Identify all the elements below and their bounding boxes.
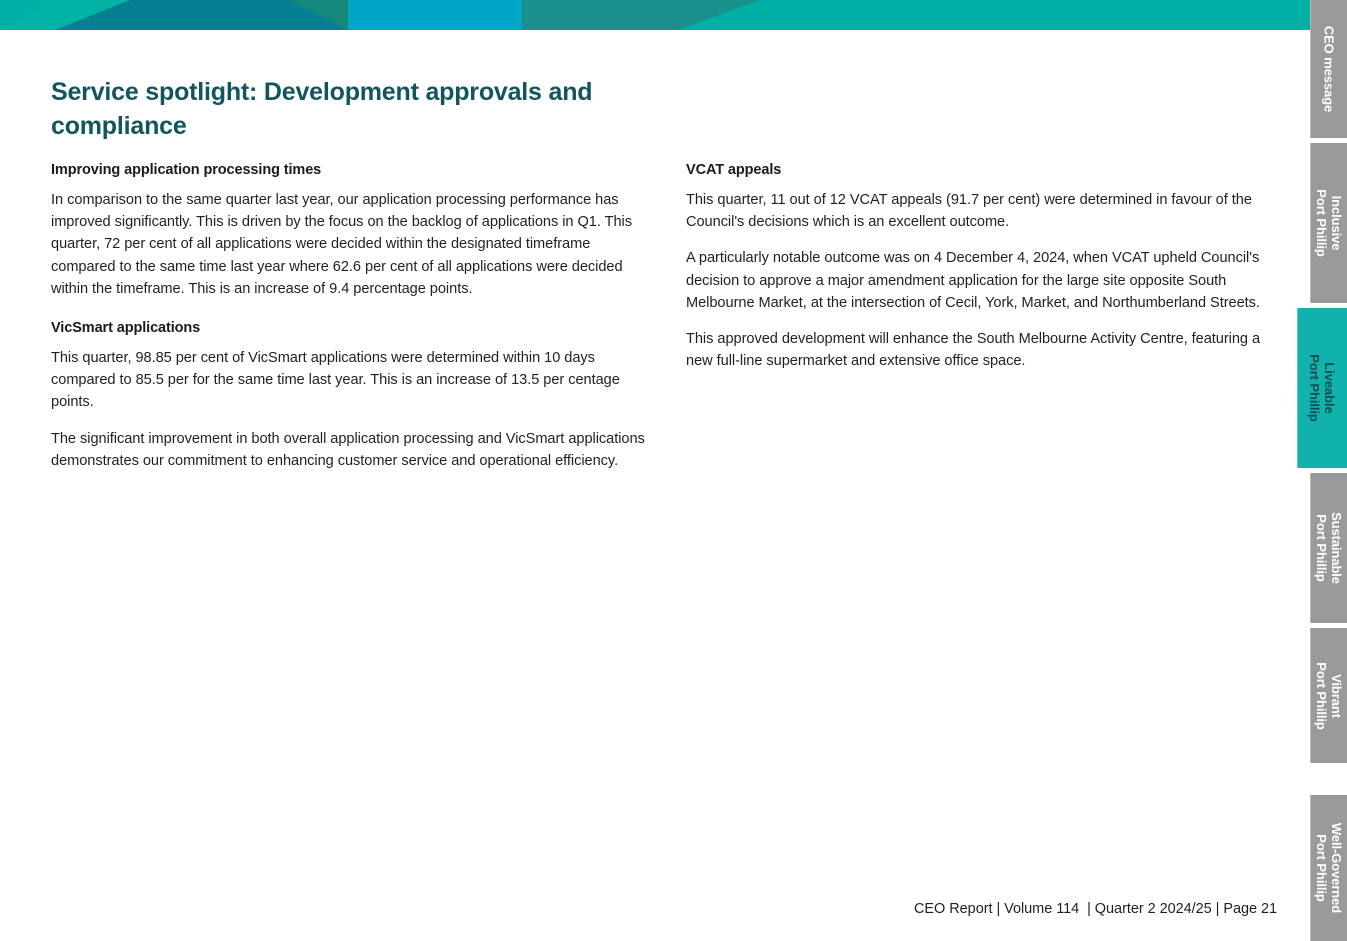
sidebar-tab-liveable-port-phillip[interactable] — [1297, 308, 1347, 468]
section-heading: VicSmart applications — [51, 320, 201, 337]
sidebar-tab-line1: CEO message — [1321, 25, 1336, 113]
right-column — [686, 160, 1278, 372]
paragraph: In comparison to the same quarter last year, our application processing performance has improved significantly. This is driven by the focus on the backlog of applications in Q1. This quarter, 72 per cent of all applications were decided within the designated timeframe compared to the same time last year where 62.6 per cent of all applications were decided within the timeframe. This is an increase of 9.4 percentage points. — [51, 192, 632, 297]
paragraph: The significant improvement in both overall application processing and VicSmart applications demonstrates our commitment to enhancing customer service and operational efficiency. — [51, 430, 645, 469]
sidebar-tab-line1: Well-Governed — [1328, 822, 1344, 914]
page-footer: CEO Report | Volume 114 | Quarter 2 2024/25 | Page 21 — [914, 901, 1277, 917]
section-heading: VCAT appeals — [686, 162, 782, 178]
sidebar-tab-label — [1314, 512, 1344, 584]
sidebar-tab-line2: Port Phillip — [1313, 661, 1329, 730]
sidebar-tab-vibrant-port-phillip[interactable] — [1310, 628, 1347, 763]
left-column — [51, 160, 651, 472]
banner-shapes — [0, 0, 1310, 30]
sidebar-tab-label — [1314, 189, 1344, 256]
page-content — [0, 30, 1310, 941]
section-vcat-appeals — [686, 160, 1278, 372]
sidebar-tab-line1: Vibrant — [1328, 673, 1344, 718]
header-banner — [0, 0, 1310, 30]
sidebar-tab-inclusive-port-phillip[interactable] — [1310, 143, 1347, 303]
paragraph: This quarter, 98.85 per cent of VicSmart applications were determined within 10 days compared to 85.5 per for the same time last year. This is an increase of 13.5 per centage points. — [51, 350, 620, 411]
sidebar-tab-line1: Inclusive — [1328, 195, 1344, 251]
sidebar-tab-line1: Liveable — [1322, 362, 1337, 414]
section-heading: Improving application processing times — [51, 162, 322, 178]
sidebar-tab-label — [1314, 662, 1344, 729]
page-title: Service spotlight: Development approvals and compliance — [51, 78, 593, 140]
sidebar-tab-well-governed-port-phillip[interactable] — [1310, 795, 1347, 941]
section-vicsmart-applications — [51, 318, 651, 472]
sidebar-tab-sustainable-port-phillip[interactable] — [1310, 473, 1347, 623]
paragraph: This approved development will enhance the South Melbourne Activity Centre, featuring a new full-line supermarket and extensive office space. — [686, 331, 1261, 370]
paragraph: A particularly notable outcome was on 4 December 4, 2024, when VCAT upheld Council's decision to approve a major amendment application for the large site opposite South Melbourne Market, at the intersection of Cecil, York, Market, and Northumberland Streets. — [686, 250, 1260, 311]
paragraph: This quarter, 11 out of 12 VCAT appeals (91.7 per cent) were determined in favour of the Council's decisions which is an excellent outcome. — [686, 192, 1252, 231]
sidebar-tab-label — [1314, 823, 1344, 913]
sidebar-tab-line2: Port Phillip — [1313, 189, 1329, 257]
sidebar-tab-ceo-message[interactable] — [1310, 0, 1347, 138]
sidebar-tab-line1: Sustainable — [1328, 512, 1344, 584]
sidebar-tab-label — [1307, 354, 1337, 421]
sidebar-tab-line2: Port Phillip — [1313, 514, 1329, 582]
sidebar-tab-label — [1321, 26, 1336, 112]
sidebar-tab-line2: Port Phillip — [1313, 834, 1329, 902]
section-improving-processing-times — [51, 160, 651, 300]
sidebar-tab-line2: Port Phillip — [1307, 354, 1322, 422]
